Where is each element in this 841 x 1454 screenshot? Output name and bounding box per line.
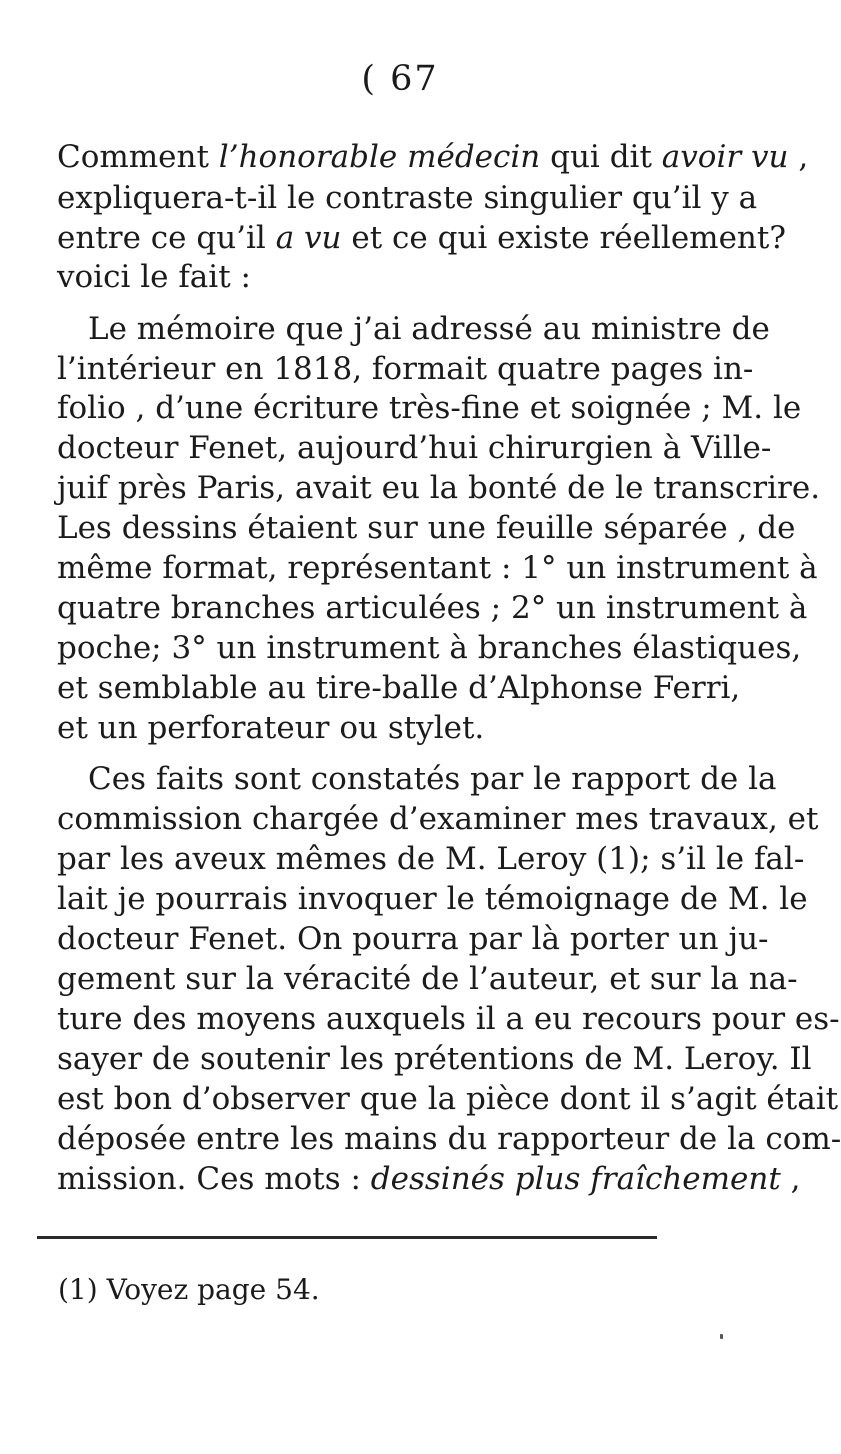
footnote: (1) Voyez page 54.: [58, 1273, 320, 1306]
text-line: entre ce qu’il a vu et ce qui existe réellement?: [57, 220, 786, 256]
text-line: expliquera-t-il le contraste singulier qu’il y a: [57, 180, 758, 216]
text-line: sayer de soutenir les prétentions de M. Leroy. Il: [57, 1041, 812, 1077]
text-line: Le mémoire que j’ai adressé au ministre de: [88, 311, 770, 347]
text-line: est bon d’observer que la pièce dont il s’agit était: [57, 1081, 839, 1117]
text-line: déposée entre les mains du rapporteur de la com-: [57, 1121, 841, 1157]
text-line: juif près Paris, avait eu la bonté de le transcrire.: [57, 470, 821, 506]
text-line: quatre branches articulées ; 2° un instrument à: [57, 590, 808, 626]
text-line: poche; 3° un instrument à branches élastiques,: [57, 630, 802, 666]
text-line: par les aveux mêmes de M. Leroy (1); s’il le fal-: [57, 841, 805, 877]
text-line: docteur Fenet. On pourra par là porter un ju-: [57, 921, 769, 957]
text-line: et un perforateur ou stylet.: [57, 710, 485, 746]
text-line: commission chargée d’examiner mes travaux, et: [57, 801, 819, 837]
text-line: lait je pourrais invoquer le témoignage de M. le: [57, 881, 808, 917]
text-line: l’intérieur en 1818, formait quatre pages in-: [57, 351, 754, 387]
text-line: gement sur la véracité de l’auteur, et sur la na-: [57, 961, 798, 997]
text-line: Ces faits sont constatés par le rapport de la: [88, 761, 777, 797]
paper-speck: [720, 1334, 723, 1339]
text-line: même format, représentant : 1° un instrument à: [57, 550, 818, 586]
text-line: Les dessins étaient sur une feuille séparée , de: [57, 510, 796, 546]
footnote-divider: [37, 1236, 657, 1239]
text-line: folio , d’une écriture très-fine et soignée ; M. le: [57, 390, 802, 426]
text-line: voici le fait :: [57, 259, 251, 295]
text-line: ture des moyens auxquels il a eu recours pour es-: [57, 1001, 840, 1037]
text-line: mission. Ces mots : dessinés plus fraîchement ,: [57, 1161, 801, 1197]
text-line: docteur Fenet, aujourd’hui chirurgien à Ville-: [57, 430, 772, 466]
text-line: et semblable au tire-balle d’Alphonse Ferri,: [57, 670, 741, 706]
text-line: Comment l’honorable médecin qui dit avoir vu ,: [57, 139, 809, 175]
page-number: ( 67: [361, 59, 439, 99]
